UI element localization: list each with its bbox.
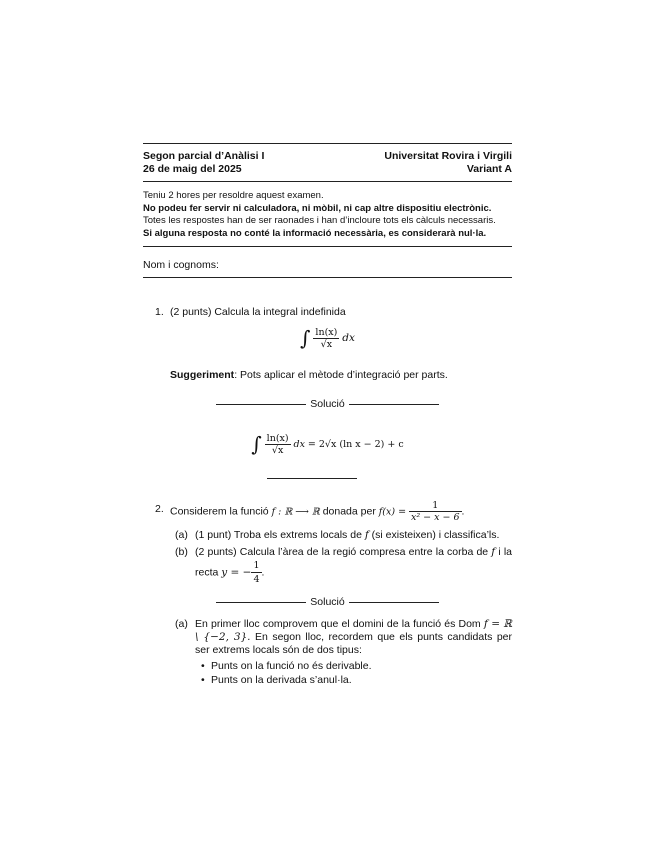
q2-map: f : ℝ ⟶ ℝ (271, 506, 320, 518)
q2-part-a-text-2: (si existeixen) i classifica’ls. (371, 529, 500, 541)
q2-intro: Considerem la funció (170, 505, 269, 518)
exam-header (143, 144, 512, 181)
solution-2-part-a-text (195, 618, 512, 687)
solution-2-divider (143, 596, 512, 608)
solution-2-candidates-list (195, 659, 512, 687)
hint-text: : Pots aplicar el mètode d’integració per parts. (234, 369, 448, 381)
instructions (143, 182, 512, 246)
integral-dx: dx (342, 331, 355, 344)
solution-1-end-rule (267, 478, 357, 479)
instruction-null: Si alguna resposta no conté la informació necessària, es considerarà nul·la. (143, 227, 487, 239)
header-left (143, 150, 264, 176)
solution-1-label: Solució (310, 398, 345, 410)
solution-2-line-right (349, 602, 439, 603)
exam-variant: Variant A (466, 163, 512, 175)
solution-1-line-left (216, 404, 306, 405)
solution-2-label: Solució (310, 596, 345, 608)
question-1-text: (2 punts) Calcula la integral indefinida (170, 306, 346, 318)
q2-part-a-label: (a) (175, 529, 188, 541)
answer-dx: dx (293, 438, 305, 450)
q2-fx: f(x) = (378, 506, 407, 518)
solution-2-dom-f: f = (483, 618, 501, 630)
q2-part-b-text-2: i la recta (195, 546, 512, 579)
answer-integrand-numerator: ln(x) (266, 432, 289, 444)
solution-2-part-a-label: (a) (175, 618, 188, 630)
question-1-integral (143, 326, 512, 350)
list-item: • Punts on la derivada s’anul·la. (211, 673, 512, 687)
exam-date: 26 de maig del 2025 (143, 163, 242, 175)
integrand-fraction (313, 327, 339, 350)
exam-page (143, 143, 512, 278)
question-1-hint (170, 369, 512, 381)
solution-1-line-right (349, 404, 439, 405)
instruction-devices: No podeu fer servir ni calculadora, ni mòbil, ni cap altre dispositiu electrònic. (143, 202, 492, 214)
question-2-number: 2. (155, 503, 164, 515)
q2-part-b-text: (2 punts) Calcula l’àrea de la regió compresa entre la corba de f i la recta y = − $\frac{1}{4}$ . (195, 546, 512, 585)
q2-fraction-numerator: 1 (432, 500, 439, 511)
instruction-time: Teniu 2 hores per resoldre aquest examen. (143, 190, 324, 201)
q2-part-b-fraction-num: 1 (253, 560, 260, 571)
solution-2-line-left (216, 602, 306, 603)
hint-label: Suggeriment (170, 369, 235, 381)
solution-1-answer (143, 432, 512, 456)
instruction-reasoning: Totes les respostes han de ser raonades i han d’incloure tots els càlculs necessaris. (143, 215, 496, 226)
q2-part-b-f: f (491, 546, 496, 558)
university-name: Universitat Rovira i Virgili (384, 150, 512, 162)
answer-result: = 2√x (ln x − 2) + c (307, 438, 404, 450)
answer-integrand-fraction (265, 433, 291, 456)
course-title: Segon parcial d’Anàlisi I (143, 150, 265, 162)
answer-integrand-denominator: √x (265, 444, 291, 456)
q2-part-a-f: f (364, 529, 369, 541)
q2-part-a-text-1: (1 punt) Troba els extrems locals de (195, 529, 362, 541)
list-item: • Punts on la funció no és derivable. (211, 659, 512, 673)
name-field-label: Nom i cognoms: (143, 259, 219, 271)
name-rule (143, 277, 512, 278)
q2-part-a-text (195, 529, 512, 542)
q2-part-b-text-1: (2 punts) Calcula l’àrea de la regió compresa entre la corba de (195, 546, 489, 558)
solution-2-domain-set: ℝ \ {−2, 3}. (195, 618, 512, 643)
solution-2-text-2: En segon lloc, recordem que els punts candidats per ser extrems locals són de dos tipus: (195, 631, 513, 656)
integrand-numerator: ln(x) (315, 326, 338, 338)
integrand-denominator: √x (313, 338, 339, 350)
q2-given: donada per (322, 505, 376, 518)
question-2-statement: Considerem la funció f : ℝ ⟶ ℝ donada per f(x) = $\frac{1}{\text{x² − x − 6}}$ . (170, 500, 465, 523)
q2-part-b-y: y = − (221, 566, 252, 579)
header-right (384, 150, 512, 176)
solution-1-divider (143, 398, 512, 410)
q2-part-b-label: (b) (175, 546, 188, 558)
q2-part-b-fraction (251, 559, 261, 586)
q2-fraction-denominator: x² − x − 6 (410, 512, 460, 523)
q2-part-b-fraction-den: 4 (253, 574, 260, 585)
integral-sign: ∫ (300, 326, 311, 350)
answer-integral-sign: ∫ (251, 432, 262, 456)
solution-2-text-1: En primer lloc comprovem que el domini de la funció és Dom (195, 618, 481, 630)
question-1-number: 1. (155, 306, 164, 318)
q2-function-fraction (409, 500, 462, 523)
